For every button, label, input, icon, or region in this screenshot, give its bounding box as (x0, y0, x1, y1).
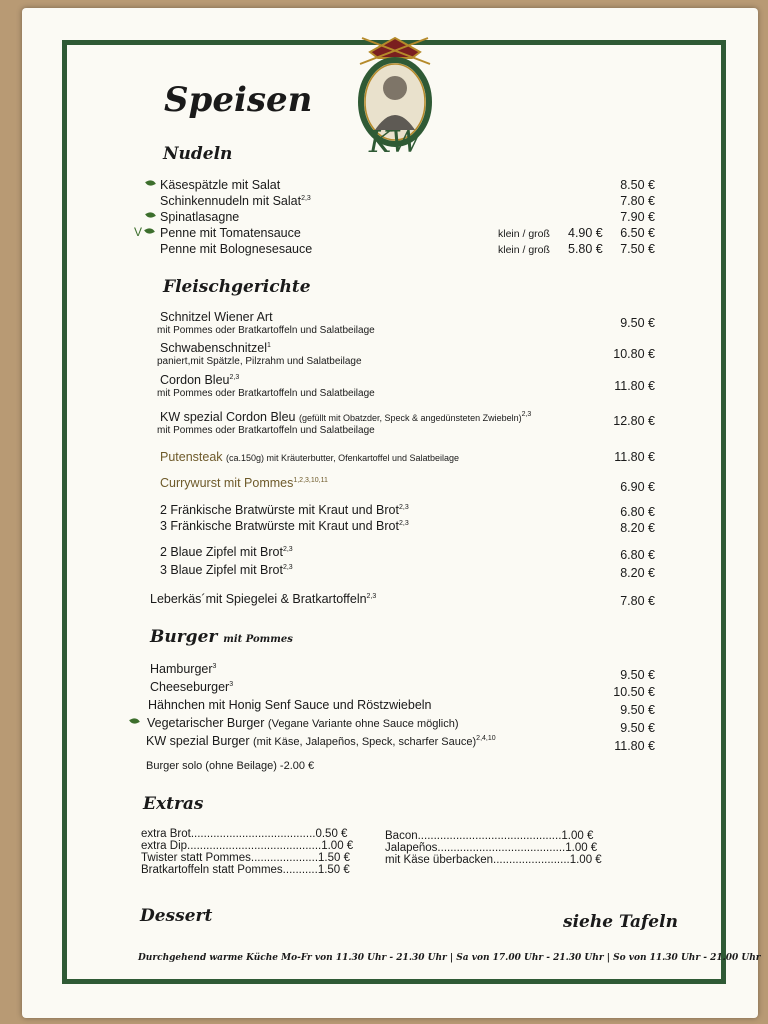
item-price: 11.80 € (614, 450, 655, 464)
item-name: Putensteak (ca.150g) mit Kräuterbutter, Ofenkartoffel und Salatbeilage (160, 450, 460, 464)
item-description: mit Pommes oder Bratkartoffeln und Salatbeilage (157, 325, 375, 336)
menu-item (0, 410, 768, 436)
section-title-nudeln: Nudeln (163, 144, 233, 164)
item-name: Cordon Bleu$^{2,3}$ (160, 373, 240, 387)
item-name: 3 Blaue Zipfel mit Brot$^{2,3}$ (160, 563, 293, 577)
item-price: 12.80 € (613, 414, 655, 428)
menu-item (0, 373, 768, 399)
extras-item: extra Brot.......................................0.50 € (141, 828, 348, 840)
item-price: 9.50 € (620, 668, 655, 682)
menu-item (0, 310, 768, 336)
item-price: 7.80 € (620, 594, 655, 608)
vegetarian-leaf-icon (144, 226, 155, 235)
logo-monogram: KW (368, 125, 422, 160)
item-name: Schwabenschnitzel$^1$ (160, 341, 271, 355)
item-price: 7.50 € (620, 242, 655, 256)
extras-item: Twister statt Pommes.....................1.50 € (141, 852, 350, 864)
extras-item: extra Dip..........................................1.00 € (141, 840, 354, 852)
menu-item (0, 698, 768, 716)
menu-item (0, 242, 768, 260)
vegetarian-leaf-icon (129, 716, 140, 725)
menu-item (0, 476, 768, 494)
burger-solo-note: Burger solo (ohne Beilage) -2.00 € (146, 760, 315, 772)
crest-logo-icon (350, 30, 440, 160)
menu-item (0, 734, 768, 752)
item-price: 9.50 € (620, 316, 655, 330)
section-title-burger: Burger mit Pommes (150, 627, 293, 647)
item-price: 11.80 € (614, 379, 655, 393)
item-name: Vegetarischer Burger (Vegane Variante ohne Sauce möglich) (147, 716, 459, 730)
menu-item (0, 563, 768, 581)
item-price: 6.80 € (620, 548, 655, 562)
page-title: Speisen (164, 80, 313, 120)
item-description: mit Pommes oder Bratkartoffeln und Salatbeilage (157, 388, 375, 399)
extras-item: Bacon.............................................1.00 € (385, 830, 594, 842)
item-price: 11.80 € (614, 739, 655, 753)
dessert-note: siehe Tafeln (563, 912, 678, 932)
vegetarian-leaf-icon (145, 210, 156, 219)
item-name: 2 Blaue Zipfel mit Brot$^{2,3}$ (160, 545, 293, 559)
extras-left-list (141, 828, 353, 876)
item-price: 9.50 € (620, 703, 655, 717)
section-title-fleischgerichte: Fleischgerichte (163, 277, 311, 297)
item-price: 8.20 € (620, 566, 655, 580)
item-name: Cheeseburger$^3$ (150, 680, 234, 694)
menu-item (0, 450, 768, 468)
item-name: Penne mit Bolognesesauce (160, 242, 313, 256)
section-title-extras: Extras (143, 794, 204, 814)
item-name: Hähnchen mit Honig Senf Sauce und Röstzwiebeln (148, 698, 432, 712)
item-name: Currywurst mit Pommes$^{1,2,3,10,11}$ (160, 476, 328, 490)
extras-item: Bratkartoffeln statt Pommes...........1.50 € (141, 864, 350, 876)
item-name: 2 Fränkische Bratwürste mit Kraut und Brot$^{2,3}$ (160, 503, 409, 517)
item-price: 8.20 € (620, 521, 655, 535)
section-title-dessert: Dessert (140, 906, 213, 926)
item-name: 3 Fränkische Bratwürste mit Kraut und Brot$^{2,3}$ (160, 519, 409, 533)
item-size: klein / groß (498, 228, 550, 240)
menu-item (0, 716, 768, 734)
menu-item (0, 592, 768, 610)
item-size: klein / groß (498, 244, 550, 256)
item-name: Spinatlasagne (160, 210, 240, 224)
menu-item (0, 341, 768, 367)
menu-item (0, 545, 768, 563)
extras-item: mit Käse überbacken........................1.00 € (385, 854, 602, 866)
item-price: 8.50 € (620, 178, 655, 192)
item-name: Schnitzel Wiener Art (160, 310, 273, 324)
item-name: KW spezial Cordon Bleu (gefüllt mit Obatzder, Speck & angedünsteten Zwiebeln)$^{2,3}$ (160, 410, 532, 424)
item-price: 7.80 € (620, 194, 655, 208)
item-price: 9.50 € (620, 721, 655, 735)
extras-item: Jalapeños........................................1.00 € (385, 842, 598, 854)
opening-hours-footer: Durchgehend warme Küche Mo-Fr von 11.30 Uhr - 21.30 Uhr | Sa von 17.00 Uhr - 21.30 Uhr | So von 11.30 Uhr - 21.00 Uhr (138, 953, 761, 963)
item-name: Leberkäs´mit Spiegelei & Bratkartoffeln$^{2,3}$ (150, 592, 377, 606)
item-description: mit Pommes oder Bratkartoffeln und Salatbeilage (157, 425, 375, 436)
item-small-price: 4.90 € (568, 226, 603, 240)
item-price: 6.50 € (620, 226, 655, 240)
item-name: Hamburger$^3$ (150, 662, 217, 676)
vegan-v-icon: V (134, 225, 143, 239)
extras-right-list (385, 830, 602, 866)
item-name: Käsespätzle mit Salat (160, 178, 281, 192)
menu-item (0, 519, 768, 537)
item-price: 6.90 € (620, 480, 655, 494)
item-price: 6.80 € (620, 505, 655, 519)
item-price: 10.50 € (613, 685, 655, 699)
item-name: KW spezial Burger (mit Käse, Jalapeños, Speck, scharfer Sauce)$^{2,4,10}$ (146, 734, 496, 748)
item-price: 10.80 € (613, 347, 655, 361)
item-name: Penne mit Tomatensauce (160, 226, 301, 240)
menu-item (0, 680, 768, 698)
item-price: 7.90 € (620, 210, 655, 224)
item-small-price: 5.80 € (568, 242, 603, 256)
menu-item (0, 662, 768, 680)
item-name: Schinkennudeln mit Salat$^{2,3}$ (160, 194, 311, 208)
vegetarian-leaf-icon (145, 178, 156, 187)
item-description: paniert,mit Spätzle, Pilzrahm und Salatbeilage (157, 356, 362, 367)
